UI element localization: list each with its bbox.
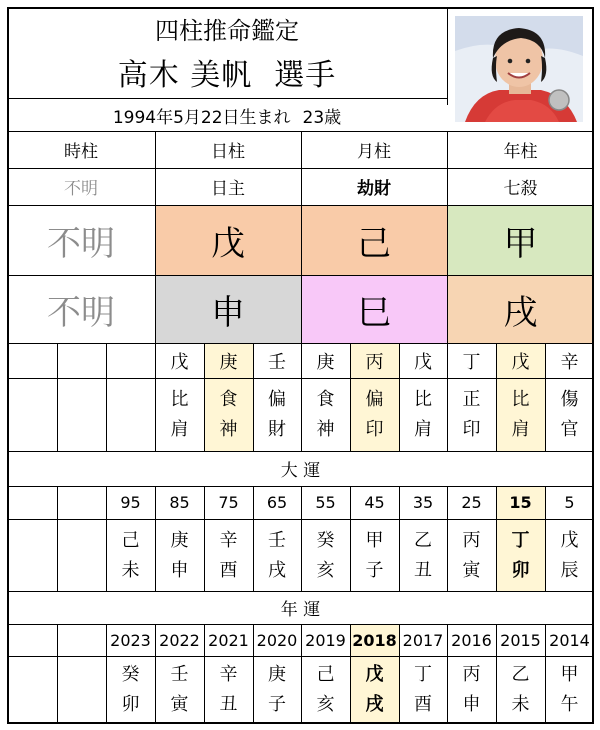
daiun-age: 5	[564, 493, 575, 512]
person-name-line	[7, 48, 447, 96]
line-v-s2	[106, 343, 107, 451]
hidden-star: 傷 官	[560, 389, 579, 440]
person-suffix: 選手	[274, 58, 337, 93]
branch-month: 巳	[357, 292, 391, 333]
nenun-year: 2023	[110, 630, 151, 650]
nenun-year: 2015	[500, 630, 541, 650]
hidden-star: 比 肩	[511, 389, 530, 440]
stem-year: 甲	[503, 223, 538, 264]
nenun-kanshi: 甲 午	[560, 664, 579, 715]
hidden-stem: 辛	[560, 351, 579, 373]
daiun-age: 45	[364, 493, 385, 512]
nenun-kanshi: 丙 申	[462, 664, 481, 715]
hidden-stem: 戊	[170, 351, 189, 373]
daiun-age: 25	[461, 493, 482, 512]
hidden-stem: 丙	[365, 351, 384, 373]
hidden-star: 正 印	[462, 389, 481, 440]
daiun-kanshi-current: 丁 卯	[511, 530, 530, 581]
nenun-year: 2014	[549, 630, 590, 650]
nenun-kanshi: 辛 丑	[219, 664, 238, 715]
pillar-label-year: 年柱	[503, 142, 538, 162]
hidden-star: 偏 印	[365, 389, 384, 440]
hidden-star: 食 神	[219, 389, 238, 440]
nenun-year: 2017	[402, 630, 444, 650]
daiun-kanshi: 庚 申	[170, 530, 189, 581]
branch-hour: 不明	[47, 292, 115, 333]
hidden-stem: 庚	[316, 351, 335, 373]
pillar-label-hour: 時柱	[64, 142, 98, 162]
daiun-kanshi: 辛 酉	[219, 530, 238, 581]
daiun-age: 85	[169, 493, 190, 512]
nenun-kanshi: 己 亥	[316, 664, 335, 715]
hidden-stem: 壬	[268, 351, 286, 373]
hidden-stem: 戊	[511, 351, 530, 373]
pillar-label-month: 月柱	[357, 142, 391, 162]
daiun-age: 65	[266, 493, 288, 512]
daiun-heading: 大 運	[280, 461, 321, 481]
daiun-kanshi: 戊 辰	[560, 530, 579, 581]
nenun-kanshi: 庚 子	[268, 664, 286, 715]
hidden-stem: 丁	[462, 351, 481, 373]
nenun-kanshi: 乙 未	[511, 664, 530, 715]
daiun-age-current: 15	[509, 493, 532, 512]
daiun-age: 55	[315, 493, 336, 512]
hidden-stem: 戊	[414, 351, 432, 373]
stem-month: 己	[357, 223, 391, 264]
branch-year: 戌	[503, 292, 538, 333]
hidden-star: 比 肩	[414, 389, 432, 440]
hidden-stem: 庚	[219, 351, 238, 373]
hidden-star: 偏 財	[268, 389, 286, 440]
nenun-kanshi: 壬 寅	[170, 664, 189, 715]
nenun-year-current: 2018	[352, 630, 397, 650]
hidden-star: 比 肩	[170, 389, 189, 440]
birth-line	[7, 99, 447, 131]
page-title: 四柱推命鑑定	[155, 16, 299, 45]
star-day: 日主	[211, 179, 245, 199]
person-name: 高木 美帆	[117, 58, 253, 93]
nenun-year: 2020	[256, 630, 298, 650]
nenun-kanshi-current: 戊 戌	[365, 664, 384, 715]
star-hour: 不明	[64, 179, 98, 199]
daiun-kanshi: 乙 丑	[414, 530, 432, 581]
daiun-kanshi: 癸 亥	[316, 530, 335, 581]
line-v-s1	[57, 343, 58, 451]
photo-divider	[447, 7, 448, 105]
line-v-d1	[57, 486, 58, 591]
star-month: 劫財	[357, 179, 391, 199]
nenun-kanshi: 丁 酉	[414, 664, 432, 715]
hidden-star: 食 神	[316, 389, 335, 440]
star-year: 七殺	[503, 179, 538, 199]
nenun-kanshi: 癸 卯	[121, 664, 140, 715]
line-v-n1	[57, 624, 58, 724]
pillar-label-day: 日柱	[211, 142, 245, 162]
daiun-age: 35	[412, 493, 434, 512]
birth-date: 1994年5月22日生まれ	[112, 107, 291, 128]
daiun-age: 75	[218, 493, 239, 512]
nenun-heading: 年 運	[280, 600, 321, 620]
nenun-year: 2021	[208, 630, 249, 650]
nenun-year: 2019	[305, 630, 346, 650]
stem-day: 戊	[211, 223, 245, 264]
nenun-year: 2022	[159, 630, 200, 650]
nenun-year: 2016	[451, 630, 492, 650]
branch-day: 申	[211, 292, 245, 333]
age: 23歳	[302, 107, 342, 128]
daiun-age: 95	[120, 493, 141, 512]
daiun-kanshi: 丙 寅	[462, 530, 481, 581]
stem-hour: 不明	[47, 223, 115, 264]
daiun-kanshi: 壬 戌	[268, 530, 286, 581]
daiun-kanshi: 己 未	[121, 530, 140, 581]
daiun-kanshi: 甲 子	[365, 530, 384, 581]
